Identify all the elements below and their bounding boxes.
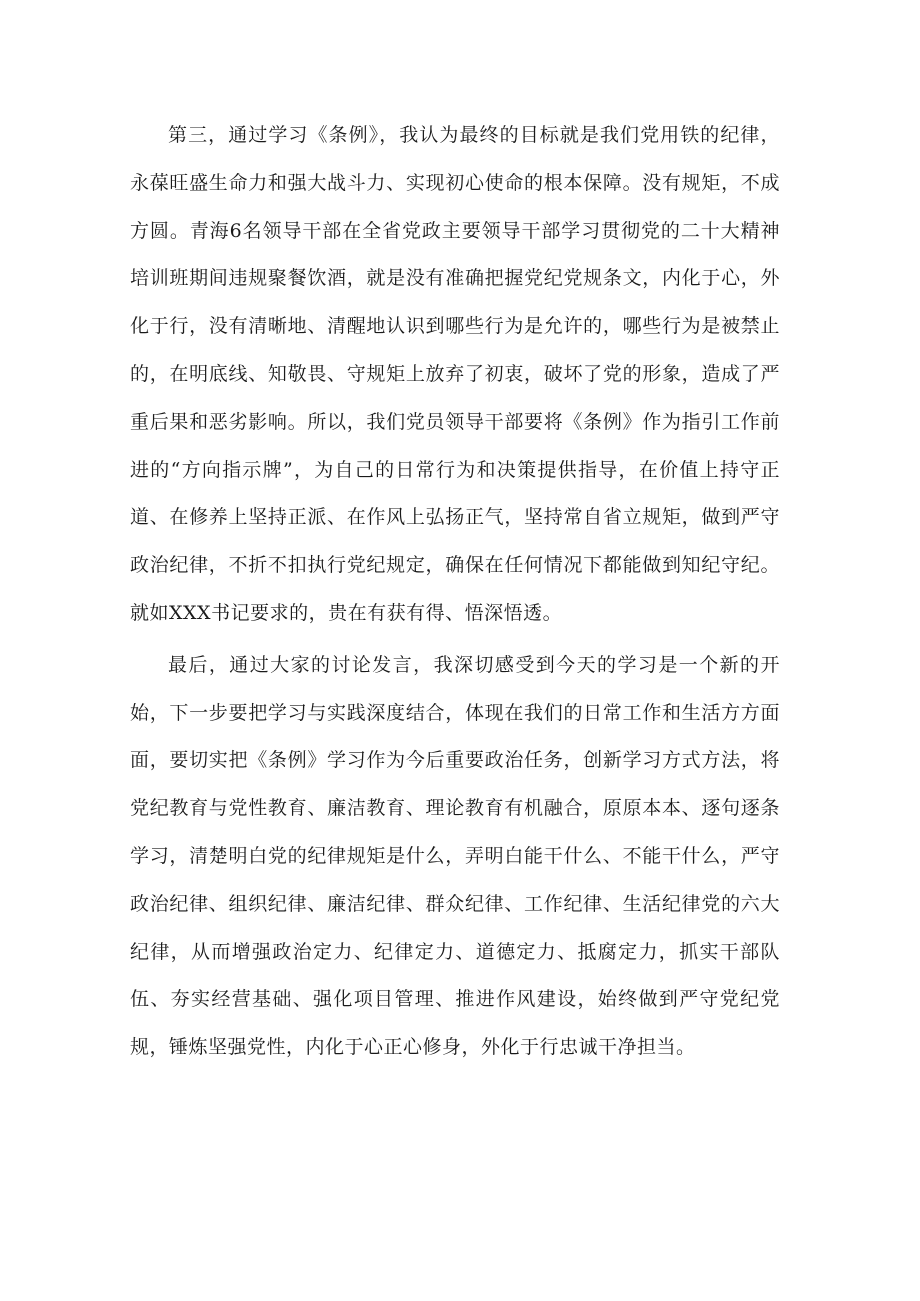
paragraph-conclusion: 最后，通过大家的讨论发言，我深切感受到今天的学习是一个新的开始，下一步要把学习与实践深度结合，体现在我们的日常工作和生活方方面面，要切实把《条例》学习作为今后重要政治任务，创新学习方式方法，将党纪教育与党性教育、廉洁教育、理论教育有机融合，原原本本、逐句逐条学习，清楚明白党的纪律规矩是什么，弄明白能干什么、不能干什么，严守政治纪律、组织纪律、廉洁纪律、群众纪律、工作纪律、生活纪律党的六大纪律，从而增强政治定力、纪律定力、道德定力、抵腐定力，抓实干部队伍、夯实经营基础、强化项目管理、推进作风建设，始终做到严守党纪党规，锤炼坚强党性，内化于心正心修身，外化于行忠诚干净担当。	[130, 653, 780, 1059]
document-body	[130, 112, 780, 1072]
paragraph-third-point: 第三，通过学习《条例》，我认为最终的目标就是我们党用铁的纪律，永葆旺盛生命力和强大战斗力、实现初心使命的根本保障。没有规矩，不成方圆。青海6名领导干部在全省党政主要领导干部学习贯彻党的二十大精神培训班期间违规聚餐饮酒，就是没有准确把握党纪党规条文，内化于心，外化于行，没有清晰地、清醒地认识到哪些行为是允许的，哪些行为是被禁止的，在明底线、知敬畏、守规矩上放弃了初衷，破坏了党的形象，造成了严重后果和恶劣影响。所以，我们党员领导干部要将《条例》作为指引工作前进的“方向指示牌”，为自己的日常行为和决策提供指导，在价值上持守正道、在修养上坚持正派、在作风上弘扬正气，坚持常自省立规矩，做到严守政治纪律，不折不扣执行党纪规定，确保在任何情况下都能做到知纪守纪。就如XXX书记要求的，贵在有获有得、悟深悟透。	[130, 124, 780, 624]
